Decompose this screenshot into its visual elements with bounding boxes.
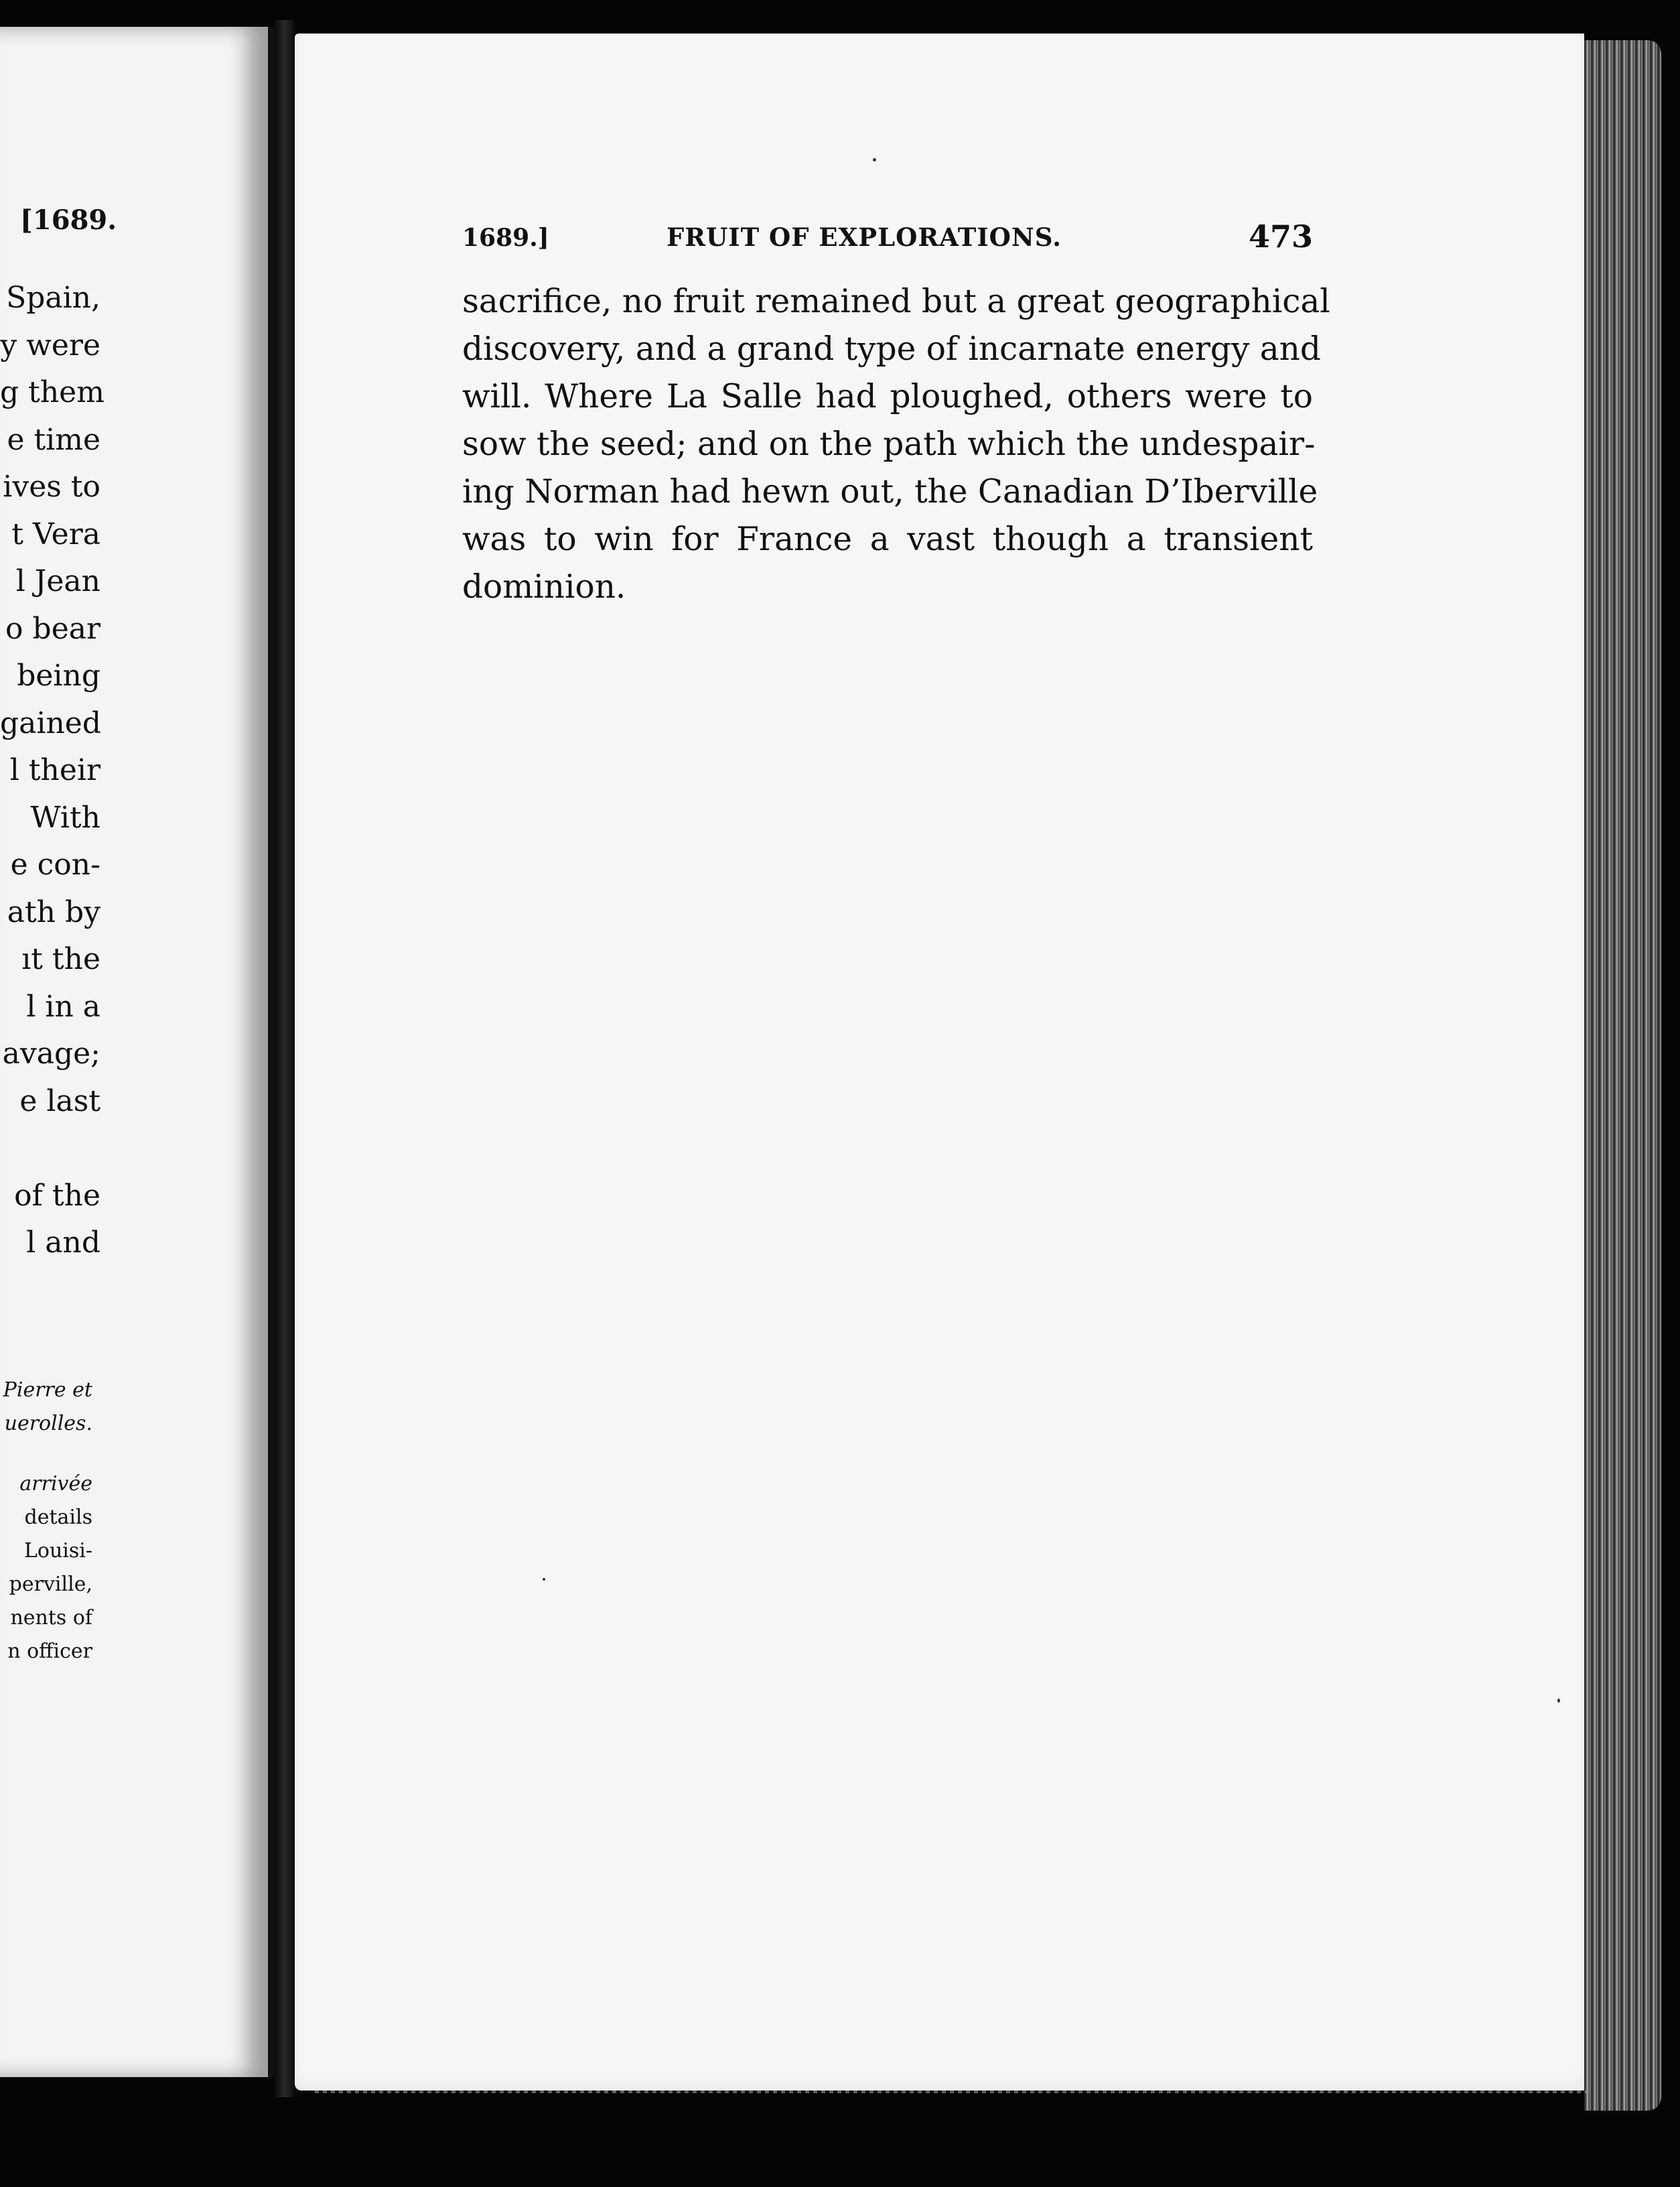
left-line: y were [0,328,100,362]
left-note-line: n officer [7,1640,92,1663]
body-line: was to win for France a vast though a transient [462,521,1313,558]
left-note-line: nents of [10,1606,92,1630]
left-line: t Vera [11,517,100,551]
scan-speck [543,1578,545,1581]
left-line: o bear [5,611,100,646]
left-line [0,1125,100,1173]
left-line: gained [0,706,102,740]
left-line: being [17,659,100,693]
left-line: Spain, [6,281,100,315]
left-line: With [30,800,100,835]
left-line: l and [26,1225,100,1260]
body-line: will. Where La Salle had ploughed, others were to [462,378,1313,415]
left-line: e time [7,422,100,457]
left-page-body [0,275,104,1267]
left-note-line: Pierre et [3,1378,92,1402]
left-line: ives to [3,470,100,504]
book-gutter [275,20,295,2097]
page-edges [1584,40,1661,2111]
left-line: e con- [10,848,100,882]
main-body-text [462,278,1330,611]
left-note-line: Louisi- [23,1539,92,1563]
left-note-line: arrivée [19,1472,92,1496]
left-line: ath by [7,894,100,929]
body-line: sacrifice, no fruit remained but a great geographical [462,283,1330,320]
left-line: avage; [2,1037,100,1071]
body-line: dominion. [462,568,626,606]
page-number: 473 [1248,218,1313,255]
scan-speck [1557,1699,1560,1703]
body-line: ing Norman had hewn out, the Canadian D’Iberville [462,473,1318,511]
left-note-line: details [24,1506,92,1529]
left-note-line: uerolles. [4,1412,92,1435]
left-line: e last [19,1083,100,1118]
running-head-year: 1689.] [462,224,549,252]
body-line: sow the seed; and on the path which the undespair- [462,425,1316,463]
left-page-clip [0,27,268,2077]
left-page-header-text: [1689. [20,204,117,236]
left-line: l Jean [15,564,100,598]
left-line: of the [14,1178,100,1213]
page-bottom-edge [315,2091,1588,2093]
scan-speck [873,158,876,161]
running-head [462,216,1313,256]
left-page-fragment [0,27,275,2077]
left-line: ıt the [21,942,100,976]
left-line: g them [0,375,104,409]
left-line: l their [9,753,100,787]
left-page-footnotes [0,1374,92,1668]
left-line: l in a [26,989,100,1024]
running-head-title: FRUIT OF EXPLORATIONS. [667,222,1062,252]
left-note-line: perville, [9,1573,92,1596]
body-line: discovery, and a grand type of incarnate energy and [462,330,1321,368]
